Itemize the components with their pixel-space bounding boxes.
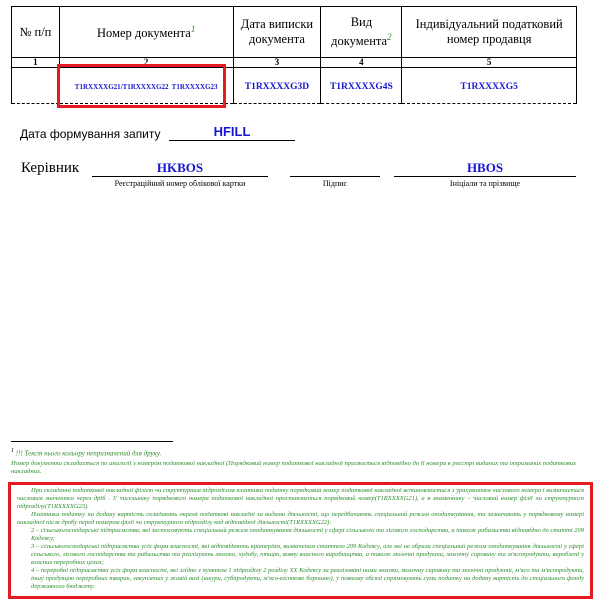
footnote-ref-1: 1 <box>190 24 196 35</box>
director-label: Керівник <box>21 160 80 176</box>
col-number-3: 3 <box>233 58 321 68</box>
request-date-field[interactable]: HFILL <box>169 124 295 141</box>
col-number-2: 2 <box>59 58 233 68</box>
name-field[interactable] <box>394 160 576 188</box>
footnote-list-item: 4 – переробні підприємства усіх форм власності, які згідно з пунктом 1 підрозділу 2 розділу XX Кодексу за реалізовані ними молоко, молочну сировину та молочні продукти, м'ясо та м'ясопродукти, іншу продукцію переробних тварин, закуплених у живій вазі (шкури, субпродукти, м'ясо-кісткове борошно), у повному обсязі спрямовують суми податку на додану вартість до спеціального фонду державного бюджету. <box>31 567 584 590</box>
registration-card-caption: Реєстраційний номер облікової картки <box>114 179 246 188</box>
registration-card-field[interactable] <box>92 160 268 188</box>
doc-number-part1: T1RXXXXG21 <box>74 83 121 91</box>
documents-table <box>11 6 577 104</box>
cell-date[interactable]: T1RXXXXG3D <box>233 68 321 104</box>
footnote-divider <box>11 441 173 442</box>
cell-type[interactable]: T1RXXXXG4S <box>321 68 402 104</box>
doc-number-part2: T1RXXXXG22 <box>122 83 169 91</box>
table-row <box>12 68 577 104</box>
cell-tax-id[interactable]: T1RXXXXG5 <box>402 68 577 104</box>
signature-value <box>290 160 380 177</box>
request-date-label: Дата формування запиту <box>20 127 161 141</box>
header-tax-id: Індивідуальний податковий номер продавця <box>402 7 577 58</box>
header-doc-number: Номер документа$^1$ <box>59 7 233 58</box>
registration-card-value: HKBOS <box>92 160 268 177</box>
footnote-list-item: 3 – сільськогосподарські підприємства усіх форм власності, які відповідають критеріям, визначеним статтею 209 Кодексу, але які не обрали спеціальний режим оподаткування діяльності у сфері сільського, лісового господарства та рибальства та реалізують молоко, худобу, птицю, вовну власного виробництва, а також молочні продукти, молочну сировину та м'ясопродукти, вироблені у власних переробних цехах; <box>31 543 584 566</box>
signature-caption: Підпис <box>322 179 348 188</box>
header-type: Вид документа$^2$ <box>321 7 402 58</box>
header-date: Дата виписки документа <box>233 7 321 58</box>
col-number-1: 1 <box>12 58 60 68</box>
cell-num[interactable] <box>12 68 60 104</box>
doc-number-separator: / <box>120 83 123 91</box>
cell-doc-number[interactable] <box>59 68 233 104</box>
footnote-list-item: 2 – сільськогосподарські підприємства, які застосовують спеціальний режим оподаткування діяльності у сфері сільського та лісового господарства, а також рибальства відповідно до статті 209 Кодексу; <box>31 527 584 542</box>
footnote-2: Номер документа складається по аналогії з номером податкової накладної (Порядковий номер податкової накладної присвоється відповідно до її номера в реєстрі виданих та отриманих податкових накладних. <box>11 460 577 475</box>
footnote-1: 1 !!! Текст нього кольору непризначений для друку. <box>11 448 162 458</box>
footnote-highlight-box <box>8 482 593 599</box>
footnote-ref-2: 2 <box>387 31 392 42</box>
name-value: HBOS <box>394 160 576 177</box>
signature-field[interactable] <box>290 160 380 188</box>
doc-number-part3: T1RXXXXG23 <box>171 83 218 91</box>
footnote-paragraph: При складанні податкової накладної філією чи структурним підрозділом платника податку порядковий номер податкової накладної встановлюється з урахуванням числового номера і визначається числовим значенням через дріб . У чисельнику порядкового номера податкової накладної проставляється порядковий номер(T1RXXXXG21), а в знаменнику – числовий номер філії чи структурного підрозділу(T1RXXXXG23). <box>17 487 584 510</box>
footnote-paragraph: Платники податку на додану вартість складають окремі податкові накладні за видами діяльності, що передбачають спеціальний режим оподаткування, та зазначають у порядковому номері накладної після дробу перед номером філії чи структурного підрозділу код відповідної діяльності(T1RXXXXG22): <box>17 511 584 526</box>
col-number-4: 4 <box>321 58 402 68</box>
col-number-5: 5 <box>402 58 577 68</box>
header-num: № п/п <box>12 7 60 58</box>
name-caption: Ініціали та прізвище <box>449 179 521 188</box>
